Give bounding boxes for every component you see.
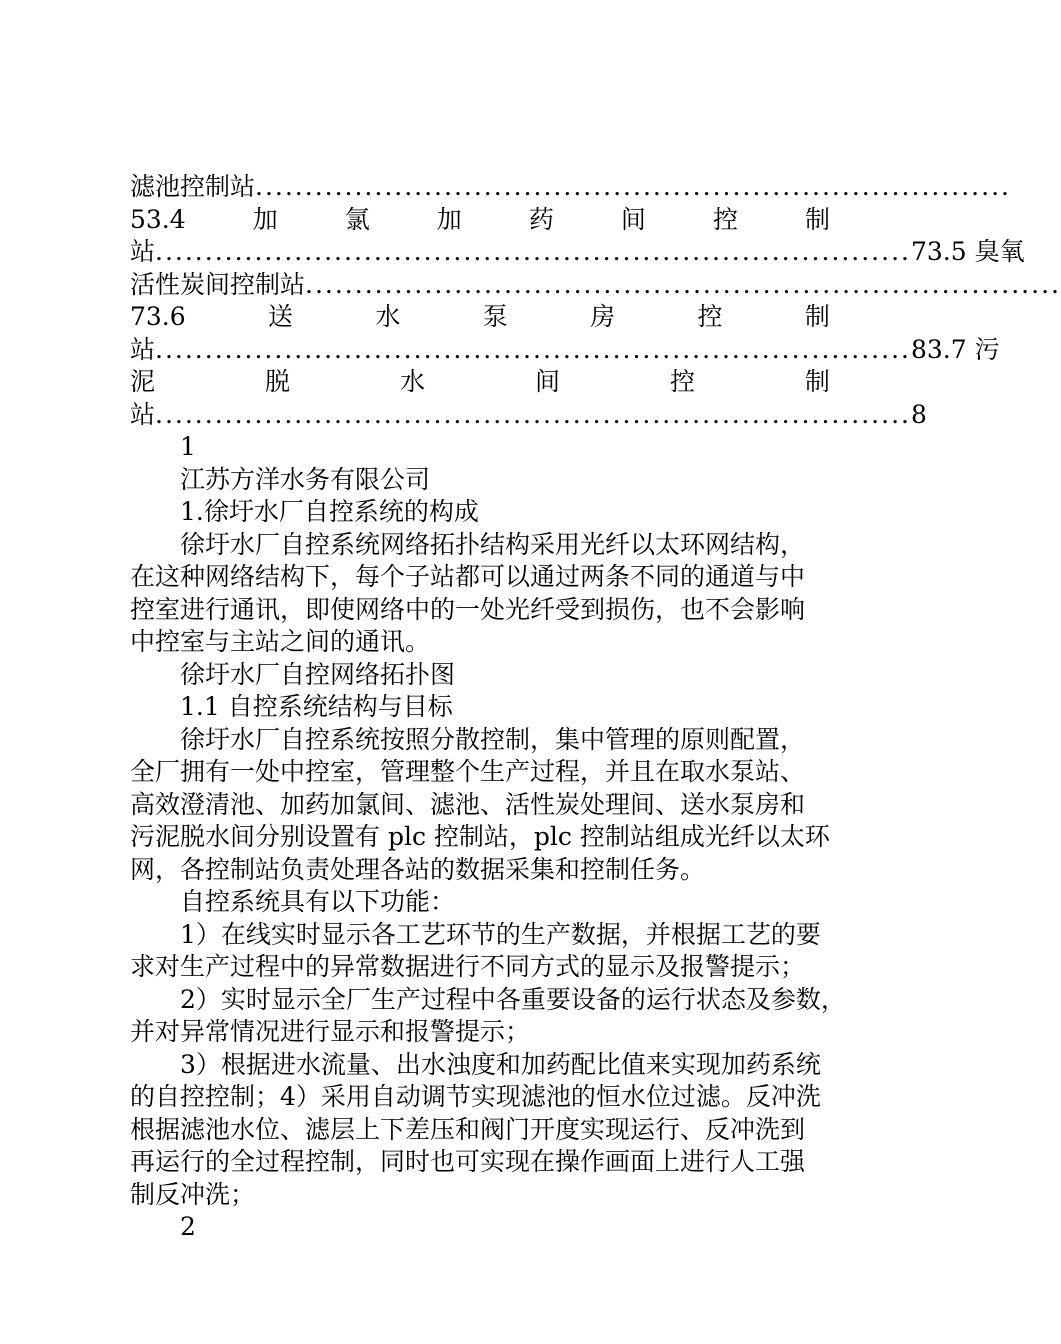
paragraph-line: 高效澄清池、加药加氯间、滤池、活性炭处理间、送水泵房和 <box>130 789 806 819</box>
functions-intro: 自控系统具有以下功能： <box>180 887 456 916</box>
toc-char: 泵 <box>482 302 508 331</box>
section-heading: 1.1 自控系统结构与目标 <box>180 692 453 721</box>
toc-char: 房 <box>590 302 616 331</box>
paragraph-line: 并对异常情况进行显示和报警提示； <box>130 1017 531 1046</box>
paragraph-line: 再运行的全过程控制，同时也可实现在操作画面上进行人工强 <box>130 1147 806 1176</box>
paragraph-line: 徐圩水厂自控系统网络拓扑结构采用光纤以太环网结构， <box>180 529 806 559</box>
toc-char: 间 <box>534 367 560 396</box>
paragraph-network-structure <box>130 529 830 659</box>
toc-page-number: 83.7 污 <box>910 334 1000 364</box>
paragraph-system-config <box>130 724 830 887</box>
paragraph-line: 中控室与主站之间的通讯。 <box>130 627 431 656</box>
toc-page-number: 73.6 <box>130 302 186 331</box>
toc-label: 活性炭间控制站 <box>130 269 306 299</box>
toc-char: 水 <box>375 302 401 331</box>
function-item-1 <box>130 919 830 984</box>
figure-caption: 徐圩水厂自控网络拓扑图 <box>180 659 456 689</box>
toc-char: 泥 <box>130 367 156 396</box>
toc-page-number: 53.4 <box>130 204 186 234</box>
toc-leader-dots: ............................................................................ <box>155 237 911 266</box>
toc-label: 站 <box>130 237 156 266</box>
toc-label: 站 <box>130 334 156 364</box>
document-page <box>130 171 1061 1244</box>
section-heading: 1.徐圩水厂自控系统的构成 <box>180 497 479 526</box>
toc-char: 控 <box>712 204 738 234</box>
toc-char: 加 <box>252 204 278 234</box>
function-item-2 <box>130 984 846 1049</box>
toc-char: 送 <box>268 302 294 331</box>
paragraph-line: 网，各控制站负责处理各站的数据采集和控制任务。 <box>130 854 706 884</box>
toc-leader-dots: ............................................................................ <box>305 269 1061 299</box>
paragraph-line: 污泥脱水间分别设置有 plc 控制站，plc 控制站组成光纤以太环 <box>130 822 830 851</box>
toc-entry-pump-cont <box>130 334 1000 367</box>
paragraph-line: 求对生产过程中的异常数据进行不同方式的显示及报警提示； <box>130 952 806 981</box>
toc-char: 水 <box>399 367 425 396</box>
toc-label: 站 <box>130 399 156 429</box>
paragraph-line: 2）实时显示全厂生产过程中各重要设备的运行状态及参数， <box>180 984 846 1014</box>
paragraph-line: 的自控控制；4）采用自动调节实现滤池的恒水位过滤。反冲洗 <box>130 1082 821 1111</box>
toc-entry-sludge-cont <box>130 399 927 432</box>
toc-page-number: 73.5 臭氧 <box>910 237 1025 266</box>
paragraph-line: 1）在线实时显示各工艺环节的生产数据，并根据工艺的要 <box>180 919 821 949</box>
toc-entry-chlorination <box>130 204 830 237</box>
paragraph-line: 在这种网络结构下，每个子站都可以通过两条不同的通道与中 <box>130 562 806 591</box>
toc-leader-dots: ............................................................................ <box>155 334 911 364</box>
paragraph-line: 全厂拥有一处中控室，管理整个生产过程，并且在取水泵站、 <box>130 757 806 786</box>
toc-char: 制 <box>804 302 830 331</box>
paragraph-line: 控室进行通讯，即使网络中的一处光纤受到损伤，也不会影响 <box>130 594 806 624</box>
page-number: 2 <box>180 1212 196 1241</box>
toc-char: 药 <box>528 204 554 234</box>
toc-char: 制 <box>804 367 830 396</box>
toc-entry-ozone <box>130 269 1061 302</box>
toc-entry-sludge <box>130 366 830 399</box>
paragraph-line: 3）根据进水流量、出水浊度和加药配比值来实现加药系统 <box>180 1049 821 1079</box>
toc-entry-chlorination-cont <box>130 236 1025 269</box>
toc-char: 脱 <box>264 367 290 396</box>
toc-char: 控 <box>697 302 723 331</box>
toc-char: 控 <box>669 367 695 396</box>
toc-char: 加 <box>436 204 462 234</box>
toc-char: 氯 <box>344 204 370 234</box>
toc-page-number: 8 <box>910 399 927 429</box>
paragraph-line: 徐圩水厂自控系统按照分散控制，集中管理的原则配置， <box>180 724 806 754</box>
toc-char: 间 <box>620 204 646 234</box>
toc-entry-pump <box>130 301 830 334</box>
toc-label: 滤池控制站 <box>130 172 256 201</box>
company-name: 江苏方洋水务有限公司 <box>180 464 431 494</box>
page-number: 1 <box>180 432 196 461</box>
paragraph-line: 制反冲洗； <box>130 1179 256 1209</box>
function-item-3 <box>130 1049 830 1212</box>
toc-char: 制 <box>804 204 830 234</box>
toc-leader-dots: ............................................................................ <box>255 172 1011 201</box>
paragraph-line: 根据滤池水位、滤层上下差压和阀门开度实现运行、反冲洗到 <box>130 1114 806 1144</box>
toc-leader-dots: ............................................................................ <box>155 399 911 429</box>
toc-entry-filter-station <box>130 171 1011 204</box>
